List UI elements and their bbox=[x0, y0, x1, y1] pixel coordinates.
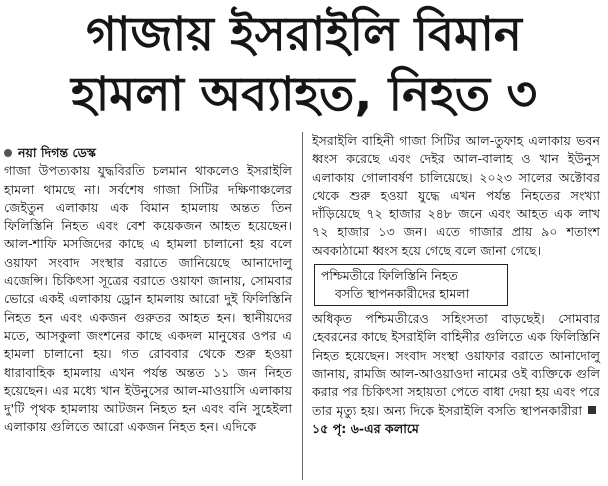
column-divider bbox=[302, 132, 303, 480]
right-column-body-bottom bbox=[312, 310, 600, 438]
right-column-text-bottom-body: অধিকৃত পশ্চিমতীরেও সহিংসতা বাড়ছেই। সোমবার হেবরনের কাছে ইসরাইলি বাহিনীর গুলিতে এক ফিলিস্তিনি নিহত হয়েছেন। সংবাদ সংস্থা ওয়াফার বরাতে আনাদোলু জানায়, রামজি আল-আওয়াওদা নামের ওই ব্যক্তিকে গুলি করার পর চিকিৎসা সহায়তা পেতে বাধা দেয়া হয় এবং পরে তার মৃত্যু হয়। অন্য দিকে ইসরাইলি বসতি স্থাপনকারীরা bbox=[312, 311, 600, 418]
right-column-text-bottom bbox=[312, 310, 600, 438]
left-column-body bbox=[4, 162, 292, 436]
jump-square-icon bbox=[588, 406, 596, 414]
byline-text: নয়া দিগন্ত ডেস্ক bbox=[18, 145, 96, 160]
right-column bbox=[312, 132, 600, 438]
byline-bullet-icon bbox=[4, 149, 12, 157]
headline-line-1: গাজায় ইসরাইলি বিমান bbox=[86, 7, 522, 62]
byline bbox=[4, 144, 292, 162]
right-column-text-top: ইসরাইলি বাহিনী গাজা সিটির আল-তুফাহ এলাকায় ভবন ধ্বংস করেছে এবং দেইর আল-বালাহ ও খান ইউনুস এলাকায় গোলাবর্ষণ চালিয়েছে। ২০২৩ সালের অক্টোবর থেকে শুরু হওয়া যুদ্ধে এখন পর্যন্ত নিহতের সংখ্যা দাঁড়িয়েছে ৭২ হাজার ২৪৮ জনে এবং আহত এক লাখ ৭২ হাজার ১৩ জন। এতে গাজার প্রায় ৯০ শতাংশ অবকাঠামো ধ্বংস হয়ে গেছে বলে জানা গেছে। bbox=[312, 133, 600, 258]
left-column-text: গাজা উপত্যকায় যুদ্ধবিরতি চলমান থাকলেও ইসরাইলি হামলা থামছে না। সর্বশেষ গাজা সিটির দক্ষিণাঞ্চলের জেইতুন এলাকায় এক বিমান হামলায় অন্তত তিন ফিলিস্তিনি নিহত এবং বেশ কয়েকজন আহত হয়েছেন। আল-শাফি মসজিদের কাছে এ হামলা চালানো হয় বলে ওয়াফা সংবাদ সংস্থার বরাতে জানিয়েছে আনাদোলু এজেন্সি। চিকিৎসা সূত্রের বরাতে ওয়াফা জানায়, সোমবার ভোরে একই এলাকায় ড্রোন হামলায় আরো দুই ফিলিস্তিনি নিহত হন এবং একজন গুরুতর আহত হন। স্থানীয়দের মতে, আসকুলা জংশনের কাছে একদল মানুষের ওপর এ হামলা চালানো হয়। গত রোববার থেকে শুরু হওয়া ধারাবাহিক হামলায় এখন পর্যন্ত অন্তত ১১ জন নিহত হয়েছেন। এর মধ্যে খান ইউনুসের আল-মাওয়াসি এলাকায় দু'টি পৃথক হামলায় আটজন নিহত হন এবং বনি সুহেইলা এলাকায় গুলিতে আরো একজন নিহত হন। এদিকে bbox=[4, 163, 292, 435]
jump-reference[interactable]: ১৫ পৃ: ৬-এর কলামে bbox=[312, 420, 419, 436]
left-column bbox=[4, 144, 292, 437]
subhead-line-2: বসতি স্থাপনকারীদের হামলা bbox=[335, 286, 470, 302]
subhead-line-1: পশ্চিমতীরে ফিলিস্তিনি নিহত bbox=[321, 268, 458, 284]
subhead-box bbox=[314, 264, 508, 306]
right-column-body-top bbox=[312, 132, 600, 260]
headline-line-2: হামলা অব্যাহত, নিহত ৩ bbox=[70, 67, 538, 122]
